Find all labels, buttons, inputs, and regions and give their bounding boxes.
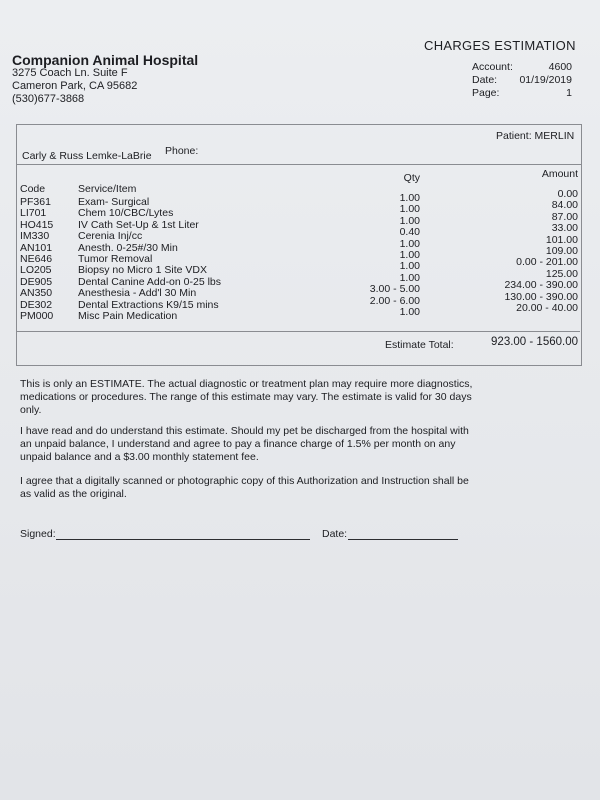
signed-label: Signed:: [20, 528, 56, 540]
client-phone-label: Phone:: [165, 145, 199, 157]
service-header: Service/Item: [78, 183, 137, 195]
clinic-address-line1: 3275 Coach Ln. Suite F: [12, 67, 128, 79]
row-code: AN350: [20, 287, 53, 300]
total-divider: [16, 331, 580, 332]
date-signature-label: Date:: [322, 528, 348, 540]
client-name: Carly & Russ Lemke-LaBrie: [22, 150, 152, 162]
date-label: Date:: [472, 74, 498, 86]
row-amount: 33.00: [551, 222, 578, 235]
row-amount: 20.00 - 40.00: [516, 302, 578, 314]
row-amount: 87.00: [551, 210, 578, 223]
row-service: Anesthesia - Add'l 30 Min: [78, 287, 197, 300]
account-value: 4600: [548, 61, 572, 73]
page-value: 1: [566, 87, 572, 99]
row-code: LO205: [20, 264, 52, 277]
row-amount: 0.00: [557, 188, 578, 200]
row-amount: 109.00: [545, 245, 578, 257]
row-code: DE905: [20, 275, 53, 288]
row-service: Exam- Surgical: [78, 196, 150, 208]
row-qty: 1.00: [399, 260, 420, 273]
row-qty: 1.00: [399, 237, 420, 250]
row-amount: 130.00 - 390.00: [504, 290, 578, 303]
row-code: LI701: [20, 207, 47, 220]
row-amount: 101.00: [545, 233, 578, 246]
row-qty: 3.00 - 5.00: [369, 283, 420, 296]
row-service: Dental Extractions K9/15 mins: [78, 298, 219, 311]
row-service: Cerenia Inj/cc: [78, 230, 143, 243]
row-amount: 84.00: [551, 199, 578, 212]
row-service: Misc Pain Medication: [78, 310, 178, 322]
row-service: Chem 10/CBC/Lytes: [78, 207, 174, 220]
row-qty: 0.40: [399, 226, 420, 239]
estimate-total-label: Estimate Total:: [385, 339, 454, 351]
row-amount: 234.00 - 390.00: [504, 279, 578, 292]
code-header: Code: [20, 183, 46, 195]
date-signature-line[interactable]: [348, 539, 458, 540]
row-amount: 0.00 - 201.00: [516, 256, 578, 269]
clinic-name: Companion Animal Hospital: [12, 52, 199, 68]
row-qty: 1.00: [399, 203, 420, 216]
row-code: DE302: [20, 298, 53, 311]
row-qty: 1.00: [399, 271, 420, 284]
finance-terms: I have read and do understand this estimate. Should my pet be discharged from the hospital with an unpaid balance, I understand and agree to pay a finance charge of 1.5% per month on any unpaid balance and a $3.00 monthly statement fee.: [20, 425, 469, 463]
qty-header: Qty: [403, 172, 420, 184]
row-code: HO415: [20, 218, 54, 231]
account-label: Account:: [472, 61, 513, 73]
clinic-address-line2: Cameron Park, CA 95682: [12, 80, 138, 92]
row-service: Anesth. 0-25#/30 Min: [78, 241, 178, 254]
row-service: Tumor Removal: [78, 253, 153, 265]
page-label: Page:: [472, 87, 500, 99]
row-code: IM330: [20, 230, 50, 243]
row-qty: 1.00: [399, 214, 420, 227]
date-value: 01/19/2019: [519, 74, 572, 86]
row-service: IV Cath Set-Up & 1st Liter: [78, 218, 199, 231]
clinic-phone: (530)677-3868: [12, 93, 85, 105]
row-code: AN101: [20, 241, 53, 254]
row-code: NE646: [20, 253, 53, 265]
row-amount: 125.00: [545, 267, 578, 280]
row-qty: 1.00: [399, 192, 420, 204]
patient-name: Patient: MERLIN: [496, 130, 575, 142]
row-service: Dental Canine Add-on 0-25 lbs: [78, 275, 222, 288]
estimate-total-value: 923.00 - 1560.00: [491, 336, 578, 348]
document-title: CHARGES ESTIMATION: [424, 38, 576, 53]
row-qty: 2.00 - 6.00: [369, 294, 420, 307]
row-code: PF361: [20, 196, 51, 208]
row-qty: 1.00: [399, 306, 420, 318]
signature-line[interactable]: [56, 539, 310, 540]
amount-header: Amount: [541, 168, 578, 180]
row-service: Biopsy no Micro 1 Site VDX: [78, 264, 207, 277]
estimate-disclaimer: This is only an ESTIMATE. The actual diagnostic or treatment plan may require more diagnostics, medications or procedures. The range of this estimate may vary. The estimate is valid for 30 days only.: [20, 378, 473, 416]
row-code: PM000: [20, 310, 54, 322]
row-qty: 1.00: [399, 249, 420, 261]
copy-authorization: I agree that a digitally scanned or photographic copy of this Authorization and Instruction shall be as valid as the original.: [20, 475, 469, 500]
